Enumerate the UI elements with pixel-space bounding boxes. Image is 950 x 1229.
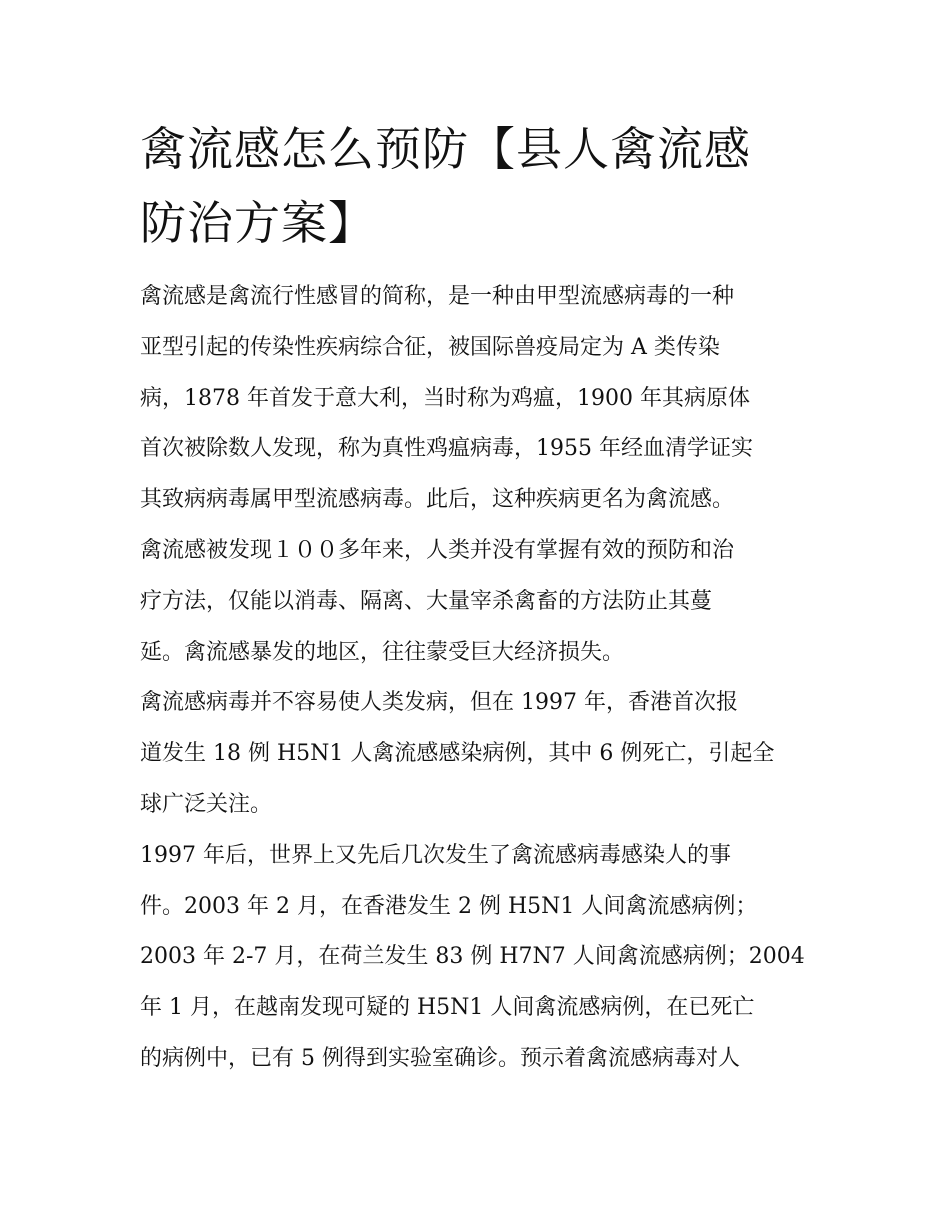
body-line: 疗方法，仅能以消毒、隔离、大量宰杀禽畜的方法防止其蔓 [140,588,713,614]
body-line: 其致病病毒属甲型流感病毒。此后，这种疾病更名为禽流感。 [140,487,735,513]
body-line: 道发生 18 例 H5N1 人禽流感感染病例，其中 6 例死亡，引起全 [140,741,775,767]
body-line: 2003 年 2-7 月，在荷兰发生 83 例 H7N7 人间禽流感病例；2004 [140,944,805,970]
title-line: 防治方案】 [140,196,375,250]
body-line: 延。禽流感暴发的地区，往往蒙受巨大经济损失。 [140,639,625,665]
body-line: 病，1878 年首发于意大利，当时称为鸡瘟，1900 年其病原体 [140,385,750,411]
body-line: 件。2003 年 2 月，在香港发生 2 例 H5N1 人间禽流感病例； [140,893,758,919]
body-line: 亚型引起的传染性疾病综合征，被国际兽疫局定为 A 类传染 [140,334,720,360]
body-line: 禽流感是禽流行性感冒的简称，是一种由甲型流感病毒的一种 [140,284,735,309]
body-line: 禽流感病毒并不容易使人类发病，但在 1997 年，香港首次报 [140,690,738,716]
title-line: 禽流感怎么预防【县人禽流感 [140,122,751,176]
body-line: 年 1 月，在越南发现可疑的 H5N1 人间禽流感病例，在已死亡 [140,995,755,1021]
document-title [140,112,820,260]
body-line: 球广泛关注。 [140,791,273,817]
body-line: 的病例中，已有 5 例得到实验室确诊。预示着禽流感病毒对人 [140,1045,740,1071]
body-line: 1997 年后，世界上又先后几次发生了禽流感病毒感染人的事 [140,842,731,868]
document-body [140,272,820,1085]
body-line: 首次被除数人发现，称为真性鸡瘟病毒，1955 年经血清学证实 [140,436,753,462]
body-line: 禽流感被发现１００多年来，人类并没有掌握有效的预防和治 [140,537,735,563]
